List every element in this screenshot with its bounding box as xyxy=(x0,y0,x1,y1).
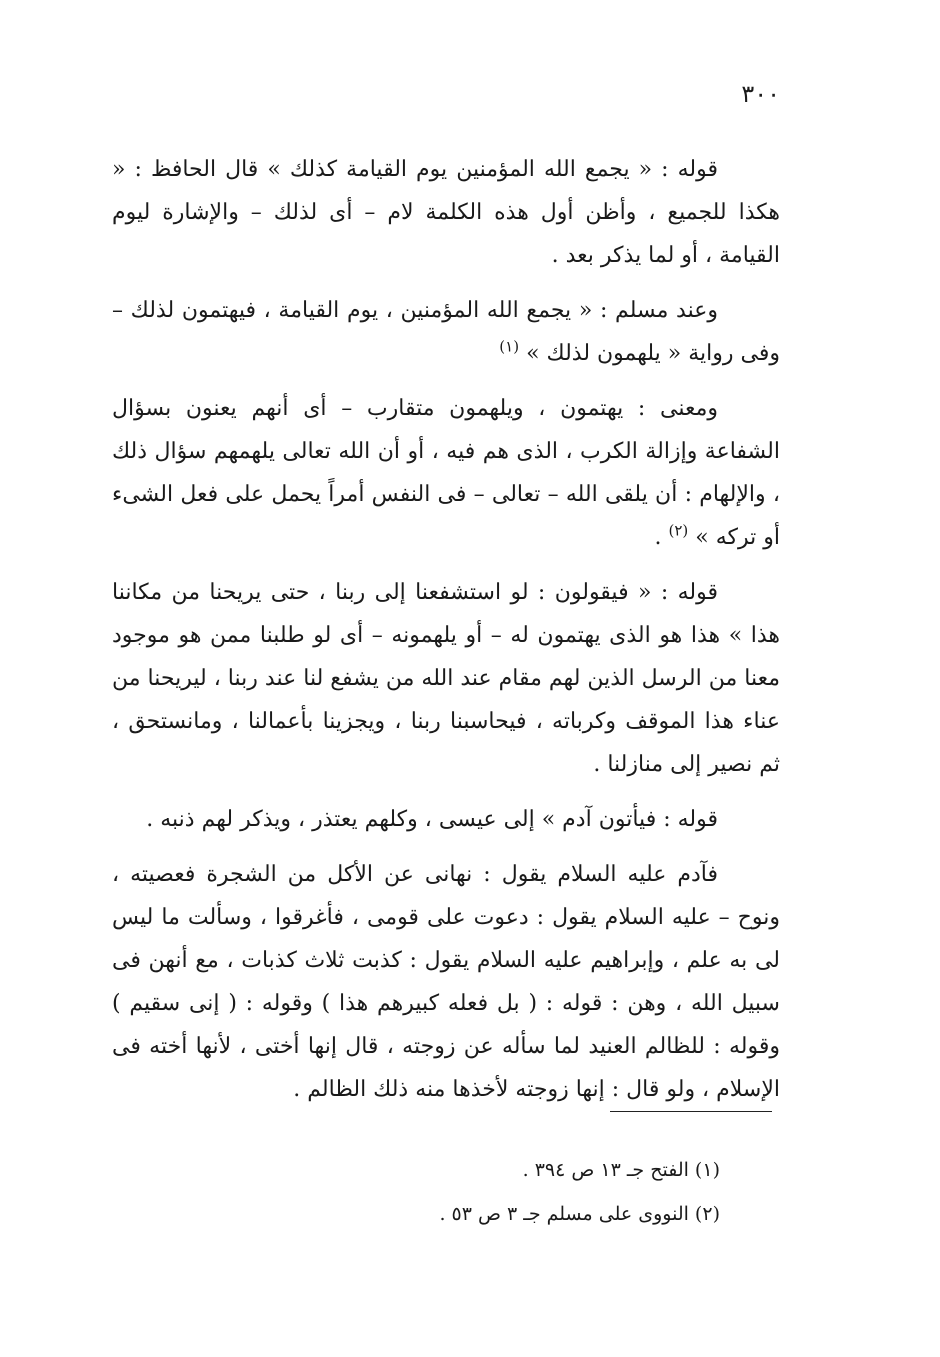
footnotes xyxy=(200,1148,720,1236)
paragraph-1: قوله : « يجمع الله المؤمنين يوم القيامة كذلك » قال الحافظ : « هكذا للجميع ، وأظن أول هذه الكلمة لام – أى لذلك – والإشارة ليوم القيامة ، أو لما يذكر بعد . xyxy=(112,157,780,268)
footnote-ref-1: (١) xyxy=(499,337,520,356)
paragraph-3: ومعنى : يهتمون ، ويلهمون متقارب – أى أنهم يعنون بسؤال الشفاعة وإزالة الكرب ، الذى هم فيه ، أو أن الله تعالى يلهمهم سؤال ذلك ، والإلهام : أن يلقى الله – تعالى – فى النفس أمراً يحمل على فعل الشىء أو تركه » $^{(٢)}$ . xyxy=(112,396,780,550)
paragraph-2: وعند مسلم : « يجمع الله المؤمنين ، يوم القيامة ، فيهتمون لذلك – وفى رواية « يلهمون لذلك » $^{(١)}$ xyxy=(112,298,780,366)
footnote-ref-2: (٢) xyxy=(668,521,689,540)
footnote-1: (١) الفتح جـ ١٣ ص ٣٩٤ . xyxy=(522,1159,720,1181)
paragraph-6: فآدم عليه السلام يقول : نهانى عن الأكل من الشجرة فعصيته ، ونوح – عليه السلام يقول : دعوت على قومى ، فأغرقوا ، وسألت ما ليس لى به علم ، وإبراهيم عليه السلام يقول : كذبت ثلاث كذبات ، مع أنهن فى سبيل الله ، وهن : قوله : ( بل فعله كبيرهم هذا ) وقوله : ( إنى سقيم ) وقوله : للظالم العنيد لما سأله عن زوجته ، قال إنها أختى ، لأنها أخته فى الإسلام ، ولو قال : إنها زوجته لأخذها منه ذلك الظالم . xyxy=(112,862,780,1102)
paragraph-4: قوله : « فيقولون : لو استشفعنا إلى ربنا ، حتى يريحنا من مكاننا هذا » هذا هو الذى يهتمون له – أو يلهمونه – أى لو طلبنا ممن هو موجود معنا من الرسل الذين لهم مقام عند الله من يشفع لنا عند ربنا ، ليريحنا من عناء هذا الموقف وكرباته ، فيحاسبنا ربنا ، ويجزينا بأعمالنا ، ومانستحق ، ثم نصير إلى منازلنا . xyxy=(112,580,780,777)
footnote-2: (٢) النووى على مسلم جـ ٣ ص ٥٣ . xyxy=(439,1203,720,1225)
paragraph-5: قوله : فيأتون آدم » إلى عيسى ، وكلهم يعتذر ، ويذكر لهم ذنبه . xyxy=(146,807,718,832)
main-text xyxy=(112,148,780,1123)
footnote-divider xyxy=(610,1111,772,1112)
page-number: ٣٠٠ xyxy=(741,80,780,108)
